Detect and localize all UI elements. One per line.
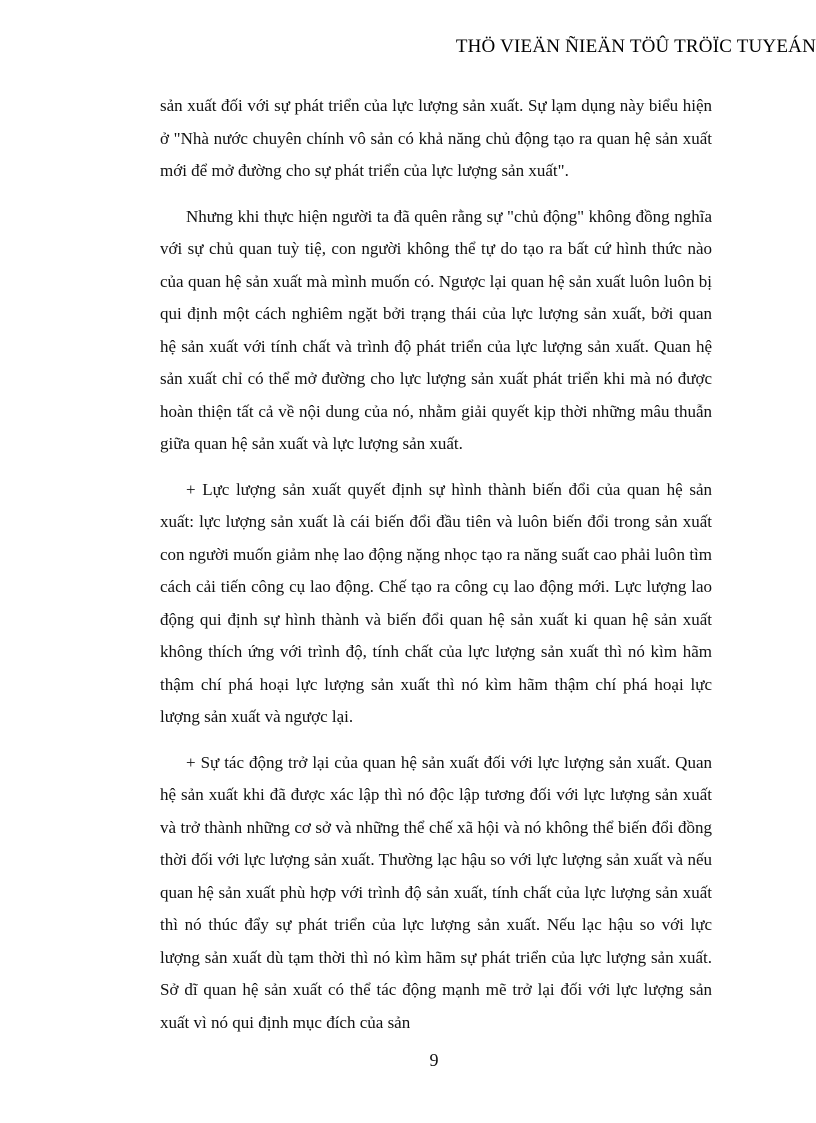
- page-header-title: THÖ VIEÄN ÑIEÄN TÖÛ TRÖÏC TUYEÁN: [455, 36, 816, 57]
- paragraph: Nhưng khi thực hiện người ta đã quên rằng sự "chủ động" không đồng nghĩa với sự chủ quan tuỳ tiệ, con người không thể tự do tạo ra bất cứ hình thức nào của quan hệ sản xuất mà mình muốn có. Ngược lại quan hệ sản xuất luôn luôn bị qui định một cách nghiêm ngặt bởi trạng thái của lực lượng sản xuất, bởi quan hệ sản xuất với tính chất và trình độ phát triển của lực lượng sản xuất. Quan hệ sản xuất chỉ có thể mở đường cho lực lượng sản xuất phát triển khi mà nó được hoàn thiện tất cả về nội dung của nó, nhằm giải quyết kịp thời những mâu thuẫn giữa quan hệ sản xuất và lực lượng sản xuất.: [160, 206, 712, 453]
- paragraph: + Sự tác động trở lại của quan hệ sản xuất đối với lực lượng sản xuất. Quan hệ sản xuất khi đã được xác lập thì nó độc lập tương đối với lực lượng sản xuất và trở thành những cơ sở và những thể chế xã hội và nó không thể biến đổi đồng thời đối với lực lượng sản xuất. Thường lạc hậu so với lực lượng sản xuất và nếu quan hệ sản xuất phù hợp với trình độ sản xuất, tính chất của lực lượng sản xuất thì nó thúc đẩy sự phát triển của lực lượng sản xuất. Nếu lạc hậu so với lực lượng sản xuất dù tạm thời thì nó kìm hãm sự phát triển của lực lượng sản xuất. Sở dĩ quan hệ sản xuất có thể tác động mạnh mẽ trở lại đối với lực lượng sản xuất vì nó qui định mục đích của sản: [160, 752, 712, 1032]
- page-number: 9: [429, 1050, 439, 1070]
- document-body: [160, 90, 712, 1052]
- paragraph: + Lực lượng sản xuất quyết định sự hình thành biến đổi của quan hệ sản xuất: lực lượng sản xuất là cái biến đổi đầu tiên và luôn biến đổi trong sản xuất con người muốn giảm nhẹ lao động nặng nhọc tạo ra năng suất cao phải luôn tìm cách cải tiến công cụ lao động. Chế tạo ra công cụ lao động mới. Lực lượng lao động qui định sự hình thành và biến đổi quan hệ sản xuất ki quan hệ sản xuất không thích ứng với trình độ, tính chất của lực lượng sản xuất thì nó kìm hãm thậm chí phá hoại lực lượng sản xuất thì nó kìm hãm thậm chí phá hoại lực lượng sản xuất và ngược lại.: [160, 479, 712, 726]
- paragraph-continuation: sản xuất đối với sự phát triển của lực lượng sản xuất. Sự lạm dụng này biểu hiện ở "Nhà nước chuyên chính vô sản có khả năng chủ động tạo ra quan hệ sản xuất mới để mở đường cho sự phát triển của lực lượng sản xuất".: [160, 96, 712, 180]
